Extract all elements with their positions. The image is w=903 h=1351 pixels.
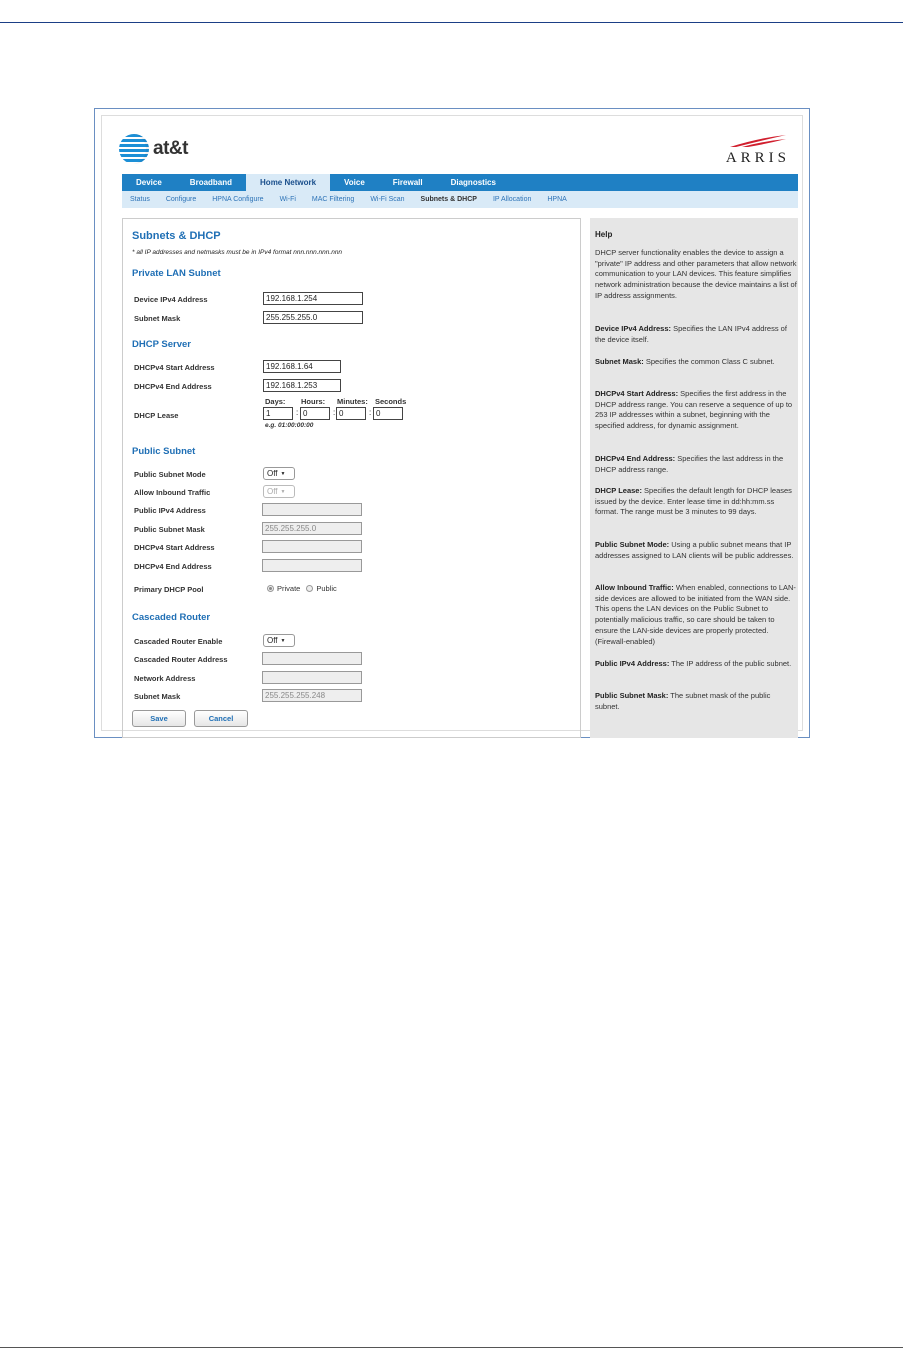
help-intro: DHCP server functionality enables the device to assign a "private" IP address and other parameters that allow network communication to your LAN devices. This feature simplifies network administration because the device maintains a list of IP address assignments. — [595, 248, 797, 300]
help-desc: The subnet mask of the public subnet. — [595, 691, 771, 711]
chevron-down-icon: ▼ — [280, 471, 286, 477]
help-desc: Specifies the last address in the DHCP address range. — [595, 454, 784, 474]
primary-pool-label: Primary DHCP Pool — [134, 585, 204, 594]
cascaded-enable-select[interactable] — [263, 634, 295, 647]
help-entry — [595, 357, 797, 368]
help-entry — [595, 583, 797, 647]
lease-seconds-label: Seconds — [375, 397, 407, 406]
dhcp-start-input[interactable]: 192.168.1.64 — [263, 360, 341, 373]
tab-firewall[interactable]: Firewall — [392, 178, 423, 187]
help-desc: Specifies the common Class C subnet. — [643, 357, 775, 366]
public-ip-input[interactable] — [262, 503, 362, 516]
help-entry — [595, 324, 797, 345]
page-title: Subnets & DHCP — [132, 230, 221, 242]
tab-home-network[interactable]: Home Network — [246, 174, 330, 191]
public-mode-select[interactable] — [263, 467, 295, 480]
dhcp-end-input[interactable]: 192.168.1.253 — [263, 379, 341, 392]
primary-pool-options — [267, 584, 337, 593]
tab-device[interactable]: Device — [136, 178, 162, 187]
help-term: Device IPv4 Address: — [595, 324, 672, 333]
help-term: Subnet Mask: — [595, 357, 644, 366]
help-entry — [595, 389, 797, 432]
help-term: Allow Inbound Traffic: — [595, 583, 674, 592]
subnav-wifi-scan[interactable]: Wi-Fi Scan — [370, 196, 405, 203]
help-entry — [595, 486, 797, 518]
public-dhcp-end-label: DHCPv4 End Address — [134, 562, 212, 571]
lease-days-input[interactable]: 1 — [263, 407, 293, 420]
pool-private-label: Private — [277, 584, 301, 593]
lease-hours-input[interactable]: 0 — [300, 407, 330, 420]
tab-diagnostics[interactable]: Diagnostics — [450, 178, 496, 187]
help-term: DHCP Lease: — [595, 486, 642, 495]
cascaded-router-heading: Cascaded Router — [132, 612, 211, 623]
document-header-rule — [0, 22, 903, 23]
public-mask-label: Public Subnet Mask — [134, 525, 205, 534]
help-desc: The IP address of the public subnet. — [669, 659, 792, 668]
public-dhcp-end-input[interactable] — [262, 559, 362, 572]
subnav-mac-filtering[interactable]: MAC Filtering — [311, 196, 355, 203]
cascaded-enable-value: Off — [267, 636, 278, 645]
help-panel — [590, 218, 798, 738]
help-term: Public IPv4 Address: — [595, 659, 670, 668]
help-desc: Specifies the first address in the DHCP address range. You can reserve a sequence of up to 253 IP addresses within a subnet, beginning with the specified address, for dynamic assignment. — [595, 389, 793, 431]
subnet-mask-label: Subnet Mask — [134, 314, 181, 323]
private-lan-heading: Private LAN Subnet — [132, 268, 221, 279]
help-desc: Using a public subnet means that IP addresses assigned to LAN clients will be public addresses. — [595, 540, 794, 560]
lease-days-label: Days: — [265, 397, 286, 406]
sub-nav — [122, 191, 798, 208]
subnav-configure[interactable]: Configure — [165, 196, 197, 203]
public-dhcp-start-label: DHCPv4 Start Address — [134, 543, 215, 552]
help-entry — [595, 691, 797, 712]
cascaded-mask-input[interactable]: 255.255.255.248 — [262, 689, 362, 702]
chevron-down-icon: ▼ — [280, 489, 286, 495]
dhcp-start-label: DHCPv4 Start Address — [134, 363, 215, 372]
save-button[interactable]: Save — [132, 710, 186, 727]
cascaded-enable-label: Cascaded Router Enable — [134, 637, 223, 646]
help-entry — [595, 540, 797, 561]
help-desc: When enabled, connections to LAN-side devices are allowed to be initiated from the WAN side. This opens the LAN devices on the Public Subnet to potentially malicious traffic, so care should be taken to ensure the LAN-side devices are properly protected. (Firewall-enabled) — [595, 583, 796, 646]
help-term: Public Subnet Mode: — [595, 540, 670, 549]
cascaded-address-label: Cascaded Router Address — [134, 655, 228, 664]
public-subnet-heading: Public Subnet — [132, 446, 196, 457]
format-note: * all IP addresses and netmasks must be in IPv4 format nnn.nnn.nnn.nnn — [132, 249, 343, 256]
public-dhcp-start-input[interactable] — [262, 540, 362, 553]
help-term: DHCPv4 End Address: — [595, 454, 676, 463]
inbound-traffic-value: Off — [267, 487, 278, 496]
att-globe-icon — [119, 134, 149, 164]
help-desc: Specifies the LAN IPv4 address of the device itself. — [595, 324, 787, 344]
network-address-input[interactable] — [262, 671, 362, 684]
help-entry — [595, 659, 797, 670]
arris-logo — [710, 134, 790, 166]
pool-public-label: Public — [316, 584, 337, 593]
lease-example: e.g. 01:00:00:00 — [265, 422, 314, 429]
subnav-hpna[interactable]: HPNA — [547, 196, 567, 203]
lease-separator-1: : — [296, 408, 299, 417]
cancel-button[interactable]: Cancel — [194, 710, 248, 727]
att-logo — [119, 134, 188, 164]
device-ip-input[interactable]: 192.168.1.254 — [263, 292, 363, 305]
subnav-wifi[interactable]: Wi-Fi — [279, 196, 296, 203]
tab-broadband[interactable]: Broadband — [189, 178, 233, 187]
settings-panel — [122, 218, 581, 738]
inbound-traffic-select[interactable] — [263, 485, 295, 498]
att-logo-text: at&t — [153, 138, 188, 159]
help-desc: Specifies the default length for DHCP leases issued by the device. Enter lease time in dd:hh:mm.ss format. The range must be 3 minutes to 99 days. — [595, 486, 792, 517]
lease-minutes-label: Minutes: — [337, 397, 368, 406]
subnav-status[interactable]: Status — [130, 196, 150, 203]
subnav-hpna-configure[interactable]: HPNA Configure — [212, 196, 264, 203]
public-mode-value: Off — [267, 469, 278, 478]
public-mask-input[interactable]: 255.255.255.0 — [262, 522, 362, 535]
lease-seconds-input[interactable]: 0 — [373, 407, 403, 420]
cascaded-address-input[interactable] — [262, 652, 362, 665]
lease-separator-2: : — [333, 408, 336, 417]
lease-separator-3: : — [369, 408, 372, 417]
chevron-down-icon: ▼ — [280, 638, 286, 644]
pool-public-radio[interactable] — [306, 585, 313, 592]
router-ui-frame — [101, 115, 803, 731]
help-title: Help — [595, 230, 613, 239]
dhcp-server-heading: DHCP Server — [132, 339, 191, 350]
arris-logo-text: ARRIS — [725, 150, 790, 166]
document-footer-rule — [0, 1347, 903, 1348]
inbound-traffic-label: Allow Inbound Traffic — [134, 488, 211, 497]
router-ui-screenshot — [94, 108, 810, 738]
lease-hours-label: Hours: — [301, 397, 326, 406]
lease-minutes-input[interactable]: 0 — [336, 407, 366, 420]
subnet-mask-input[interactable]: 255.255.255.0 — [263, 311, 363, 324]
help-term: Public Subnet Mask: — [595, 691, 669, 700]
device-ip-label: Device IPv4 Address — [134, 295, 208, 304]
public-ip-label: Public IPv4 Address — [134, 506, 206, 515]
network-address-label: Network Address — [134, 674, 196, 683]
dhcp-lease-label: DHCP Lease — [134, 411, 179, 420]
cascaded-mask-label: Subnet Mask — [134, 692, 181, 701]
dhcp-end-label: DHCPv4 End Address — [134, 382, 212, 391]
main-nav — [122, 174, 798, 191]
pool-private-radio[interactable] — [267, 585, 274, 592]
help-term: DHCPv4 Start Address: — [595, 389, 679, 398]
arris-swoosh-icon — [728, 134, 788, 148]
tab-voice[interactable]: Voice — [344, 178, 365, 187]
public-mode-label: Public Subnet Mode — [134, 470, 206, 479]
subnav-subnets-dhcp[interactable]: Subnets & DHCP — [420, 196, 477, 203]
help-entry — [595, 454, 797, 475]
subnav-ip-allocation[interactable]: IP Allocation — [492, 196, 532, 203]
